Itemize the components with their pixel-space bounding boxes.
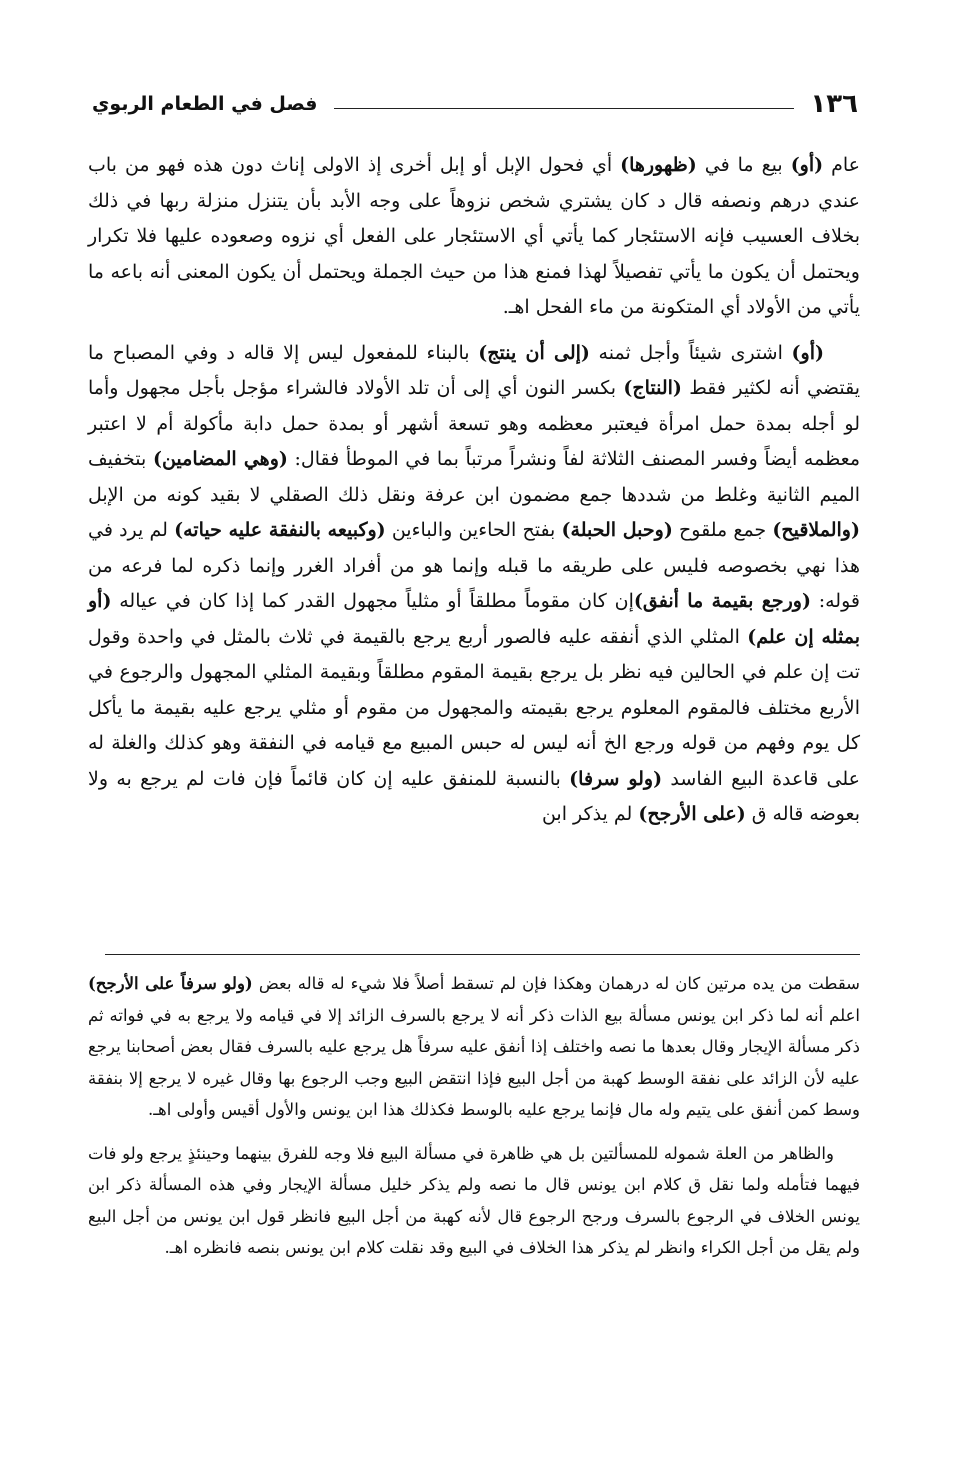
bold-term: (أو) bbox=[790, 154, 824, 176]
text-run: إن كان مقوماً مطلقاً أو مثلياً مجهول القدر كما إذا كان في عياله bbox=[111, 590, 634, 612]
bold-term: (إلى أن ينتج) bbox=[478, 341, 590, 364]
header-rule bbox=[334, 108, 795, 109]
bold-term: (ظهورها) bbox=[620, 154, 697, 176]
text-run: بالنسبة للمنفق عليه إن كان قائماً فإن فات لم يرجع به ولا بعوضه قاله ق bbox=[88, 767, 860, 825]
running-title: فصل في الطعام الربوي bbox=[92, 93, 318, 115]
footnote-paragraph-2: والظاهر من العلة شموله للمسألتين بل هي ظاهرة في مسألة البيع فلا وجه للفرق بينهما وحينئذٍ يرجع ولو فات فيهما فتأمله ولما نقل ق كلام ابن يونس قال ما نصه ولم يذكر خليل مسألة الإيجار وفي هذه المسألة ذكر ابن يونس الخلاف في الرجوع بالسرف ورجح الرجوع قال لأنه كهبة من أجل البيع فانظر قول ابن يونس من أجل البيع ولم يقل من أجل الكراء وانظر لم يذكر هذا الخلاف في البيع وقد نقلت كلام ابن يونس بنصه فانظره اهـ. bbox=[88, 1143, 860, 1257]
main-text bbox=[88, 148, 860, 843]
text-run: جمع ملقوح bbox=[672, 519, 773, 541]
text-run: عام bbox=[823, 154, 860, 176]
text-run: بتخفيف الميم الثانية وغلط من شددها جمع مضمون ابن عرفة ونقل ذلك الصقلي لا بقيد كونه من الإبل bbox=[88, 448, 860, 506]
text-run: بكسر النون أي إلى أن تلد الأولاد فالشراء مؤجل بأجل مجهول وأما لو أجله بمدة حمل امرأة فيعتبر معظمه وهو تسعة أشهر أو بمدة حمل دابة مأكولة أم لا اعتبر معظمه أيضاً وفسر المصنف الثلاثة لفاً ونشراً مرتباً بما في الموطأ فقال: bbox=[88, 377, 860, 470]
text-run: لم يرد في هذا نهي بخصوصه فليس على طريقه ما قبله وإنما هو من أفراد الغرر وإنما ذكره لما فرعه من قوله: bbox=[88, 519, 860, 612]
bold-term: (ولو سرفاً على الأرجح) bbox=[88, 974, 253, 993]
bold-term: (وهي المضامين) bbox=[152, 448, 288, 470]
footnote-text bbox=[88, 968, 860, 1276]
bold-term: (أو بمثله إن علم) bbox=[88, 590, 860, 648]
text-run: اشترى شيئاً وأجل ثمنه bbox=[589, 341, 792, 364]
text-run: سقطت من يده مرتين كان له درهمان وهكذا فإن لم تسقط أصلاً فلا شيء له قاله بعض bbox=[252, 974, 860, 993]
text-run: المثلي الذي أنفقه عليه فالصور أربع يرجع بالقيمة في ثلاث بالمثل في واحدة وقول تت إن علم في الحالين فيه نظر بل يرجع بقيمة المقوم مطلقاً وبقيمة المثلي المجهول والرجوع في الأربع مختلف فالمقوم المعلوم يرجع بقيمته والمجهول من مقوم أو مثلي يرجع عليه بقيمة ما يأكل كل يوم وفهم من قوله ورجع الخ أنه ليس له حبس المبيع مع قيامه في النفقة وهو كذلك والغلة له على قاعدة البيع الفاسد bbox=[88, 625, 860, 790]
main-paragraph-2 bbox=[88, 336, 860, 833]
text-run: بيع ما في bbox=[696, 154, 791, 176]
footnote-separator bbox=[105, 954, 860, 955]
bold-term: (النتاج) bbox=[623, 377, 682, 399]
bold-term: (أو) bbox=[791, 341, 824, 364]
footnote-paragraph-1 bbox=[88, 968, 860, 1126]
bold-term: (ولو سرفا) bbox=[569, 767, 663, 790]
text-run: بفتح الحاءين والباءين bbox=[385, 519, 562, 541]
bold-term: (وكبيعه بالنفقة عليه حياته) bbox=[174, 519, 386, 541]
bold-term: (ورجع بقيمة ما أنفق) bbox=[633, 590, 811, 612]
text-run: اعلم أنه لما ذكر ابن يونس مسألة بيع الذات ذكر أنه لا يرجع بالسرف الزائد إلا في قيامه ولا يرجع به في فواته ثم ذكر مسألة الإيجار وقال بعدها ما نصه واختلف إذا أنفق عليه سرفاً هل يرجع عليه بالسرف فقال بعض أصحابنا يرجع عليه لأن الزائد على نفقة الوسط كهبة من أجل البيع فإذا انتقض البيع وجب الرجوع بها وقال غيره لا يرجع إلا بنفقة وسط كمن أنفق على يتيم وله مال فإنما يرجع عليه بالوسط فكذلك هذا ابن يونس والأول أقيس وأولى اهـ. bbox=[88, 1005, 860, 1119]
text-run: أي فحول الإبل أو إبل أخرى إذ الاولى إناث دون هذه فهو من باب عندي درهم ونصفه قال د كان يشتري شخص نزوهاً على وجه الأبد بأن يتنزل منزلة ربها في ذلك بخلاف العسيب فإنه الاستئجار كما يأتي أي الاستئجار على الفعل أي نزوه وصعوده عليها فلا تكرار ويحتمل أن يكون ما يأتي تفصيلاً لهذا فمنع هذا من حيث الجملة ويحتمل أن يكون المعنى أنه باعه ما يأتي من الأولاد أي المتكونة من ماء الفحل اهـ. bbox=[88, 154, 860, 318]
page-header bbox=[92, 84, 858, 124]
text-run: بالبناء للمفعول ليس إلا قاله د وفي المصباح ما يقتضي أنه لكثير فقط bbox=[88, 341, 860, 399]
bold-term: (وحبل الحبلة) bbox=[561, 519, 673, 541]
page-number: ١٣٦ bbox=[810, 89, 858, 119]
text-run: لم يذكر ابن bbox=[541, 803, 639, 825]
bold-term: (على الأرجح) bbox=[638, 803, 746, 825]
main-paragraph-1 bbox=[88, 148, 860, 326]
bold-term: (والملاقيح) bbox=[772, 519, 860, 541]
